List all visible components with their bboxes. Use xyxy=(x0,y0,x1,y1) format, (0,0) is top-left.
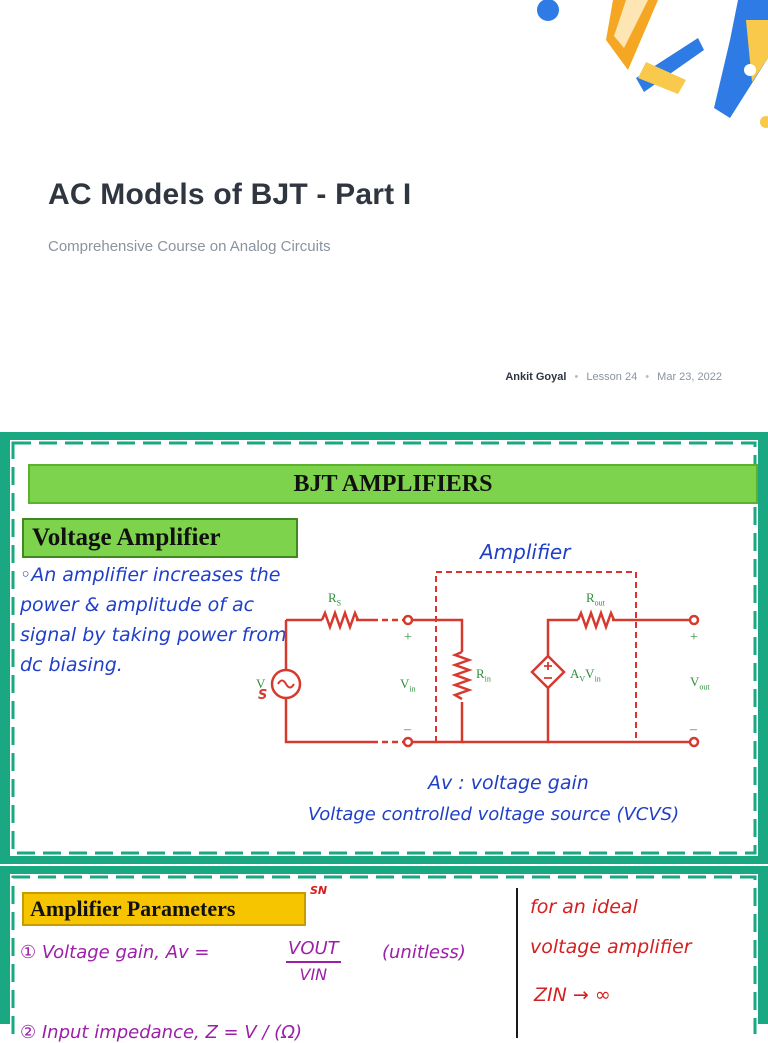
item-input-impedance: ② Input impedance, Z = V / (Ω) xyxy=(20,1022,302,1043)
label-rout: $R_{out}$ xyxy=(586,590,605,608)
label-av-vin: $A_VV_{in}$ xyxy=(570,666,601,684)
blue-dot-icon xyxy=(537,0,559,21)
label-vin-plus: + xyxy=(404,630,412,645)
cover-slide xyxy=(0,0,768,432)
label-vs-hand: S xyxy=(258,688,268,703)
amplifier-circuit xyxy=(10,440,758,856)
lesson-number: Lesson 24 xyxy=(586,371,638,383)
slide-amplifier-parameters xyxy=(0,866,768,1043)
label-rin: $R_{in}$ xyxy=(476,666,491,684)
bullet-note: ◦An amplifier increases the power & amplitude of ac signal by taking power from dc biasing. xyxy=(20,564,287,676)
banner-title: BJT AMPLIFIERS xyxy=(293,471,493,497)
meta-separator: • xyxy=(645,371,650,383)
label-vin-minus: – xyxy=(404,722,411,737)
dependent-source-icon xyxy=(532,656,564,688)
output-terminal-plus xyxy=(690,616,698,624)
resistor-rout xyxy=(578,613,614,627)
sn-mark: SN xyxy=(310,884,328,897)
label-rs: $R_S$ xyxy=(328,590,342,608)
fraction-denominator: VIN xyxy=(299,965,328,984)
lesson-meta xyxy=(505,371,722,383)
meta-separator: • xyxy=(574,371,579,383)
label-vin: $V_{in}$ xyxy=(400,676,416,694)
lesson-title: AC Models of BJT - Part I xyxy=(48,178,412,211)
output-terminal-minus xyxy=(690,738,698,746)
section-heading-box xyxy=(22,892,306,926)
fraction-numerator: VOUT xyxy=(286,938,341,963)
slide-canvas xyxy=(10,440,758,856)
course-subtitle: Comprehensive Course on Analog Circuits xyxy=(48,238,331,255)
author-name: Ankit Goyal xyxy=(505,371,567,383)
resistor-rs xyxy=(322,613,358,627)
amplifier-box xyxy=(436,572,636,742)
amplifier-label: Amplifier xyxy=(480,540,571,564)
pencil-decoration-icon xyxy=(518,0,768,140)
section-heading: Amplifier Parameters xyxy=(30,896,236,921)
input-terminal-minus xyxy=(404,738,412,746)
label-vout-minus: – xyxy=(690,722,697,737)
label-vout-plus: + xyxy=(690,630,698,645)
label-vs: V xyxy=(256,676,266,691)
column-divider xyxy=(516,888,518,1038)
resistor-rin xyxy=(455,652,469,699)
ideal-note-line2: voltage amplifier xyxy=(530,936,692,958)
unitless-note: (unitless) xyxy=(382,942,466,963)
voltage-gain-note: Av : voltage gain xyxy=(428,772,589,794)
lesson-date: Mar 23, 2022 xyxy=(657,371,722,383)
input-terminal-plus xyxy=(404,616,412,624)
section-heading: Voltage Amplifier xyxy=(32,524,221,551)
slide-canvas xyxy=(10,874,758,1043)
slide-bjt-amplifiers xyxy=(0,432,768,864)
label-vout: $V_{out}$ xyxy=(690,674,710,692)
item-voltage-gain: ① Voltage gain, Av = xyxy=(20,942,210,963)
gain-fraction xyxy=(286,938,341,984)
ideal-note-line3: ZIN → ∞ xyxy=(534,984,611,1006)
yellow-dot-icon xyxy=(760,116,768,128)
ideal-note-line1: for an ideal xyxy=(530,896,638,918)
vcvs-note: Voltage controlled voltage source (VCVS) xyxy=(308,804,680,825)
